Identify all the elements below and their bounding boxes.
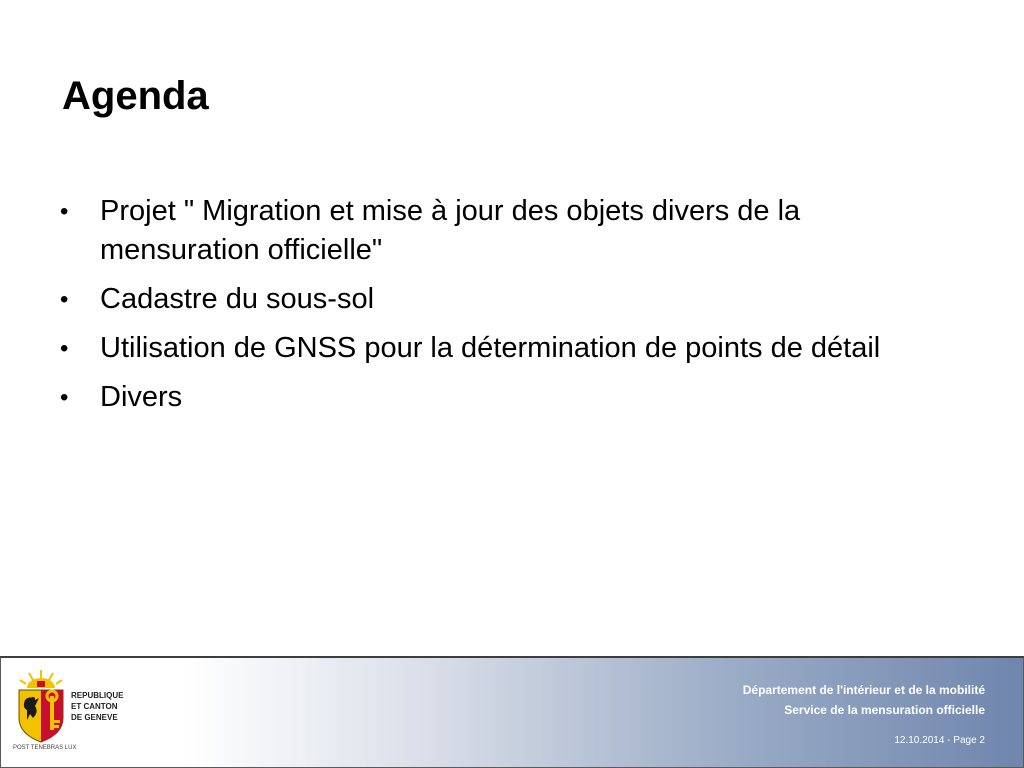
date-page-info [894,734,985,748]
department-info [743,680,985,720]
agenda-item-text: Utilisation de GNSS pour la détermination de points de détail [100,332,881,364]
logo-motto: POST TENEBRAS LUX [13,745,77,751]
agenda-item [0,280,1024,319]
footer-banner [0,656,1024,768]
agenda-item-text: Divers [100,381,183,413]
agenda-item [0,329,1024,368]
agenda-item-text: Cadastre du sous-sol [100,283,375,315]
department-name: Département de l'intérieur et de la mobilité [742,683,985,697]
slide-title: Agenda [62,74,209,118]
logo-line: REPUBLIQUE [71,691,124,700]
bullet-icon: • [60,335,69,362]
logo-wordmark [71,690,123,723]
geneva-logo [9,666,124,756]
service-name: Service de la mensuration officielle [784,703,985,717]
page-separator: - [944,735,954,746]
logo-line: DE GENEVE [71,713,118,722]
bullet-icon: • [60,384,69,411]
geneva-coat-of-arms-icon [13,668,69,744]
logo-line: ET CANTON [71,702,118,711]
page-number: Page 2 [953,735,985,746]
slide-date: 12.10.2014 [894,735,945,746]
bullet-icon: • [60,286,69,313]
agenda-list [0,192,1024,427]
agenda-item [0,378,1024,417]
agenda-item-text: Projet " Migration et mise à jour des objets divers de la mensuration officielle" [100,195,801,266]
agenda-item [0,192,1024,270]
bullet-icon: • [60,198,69,225]
